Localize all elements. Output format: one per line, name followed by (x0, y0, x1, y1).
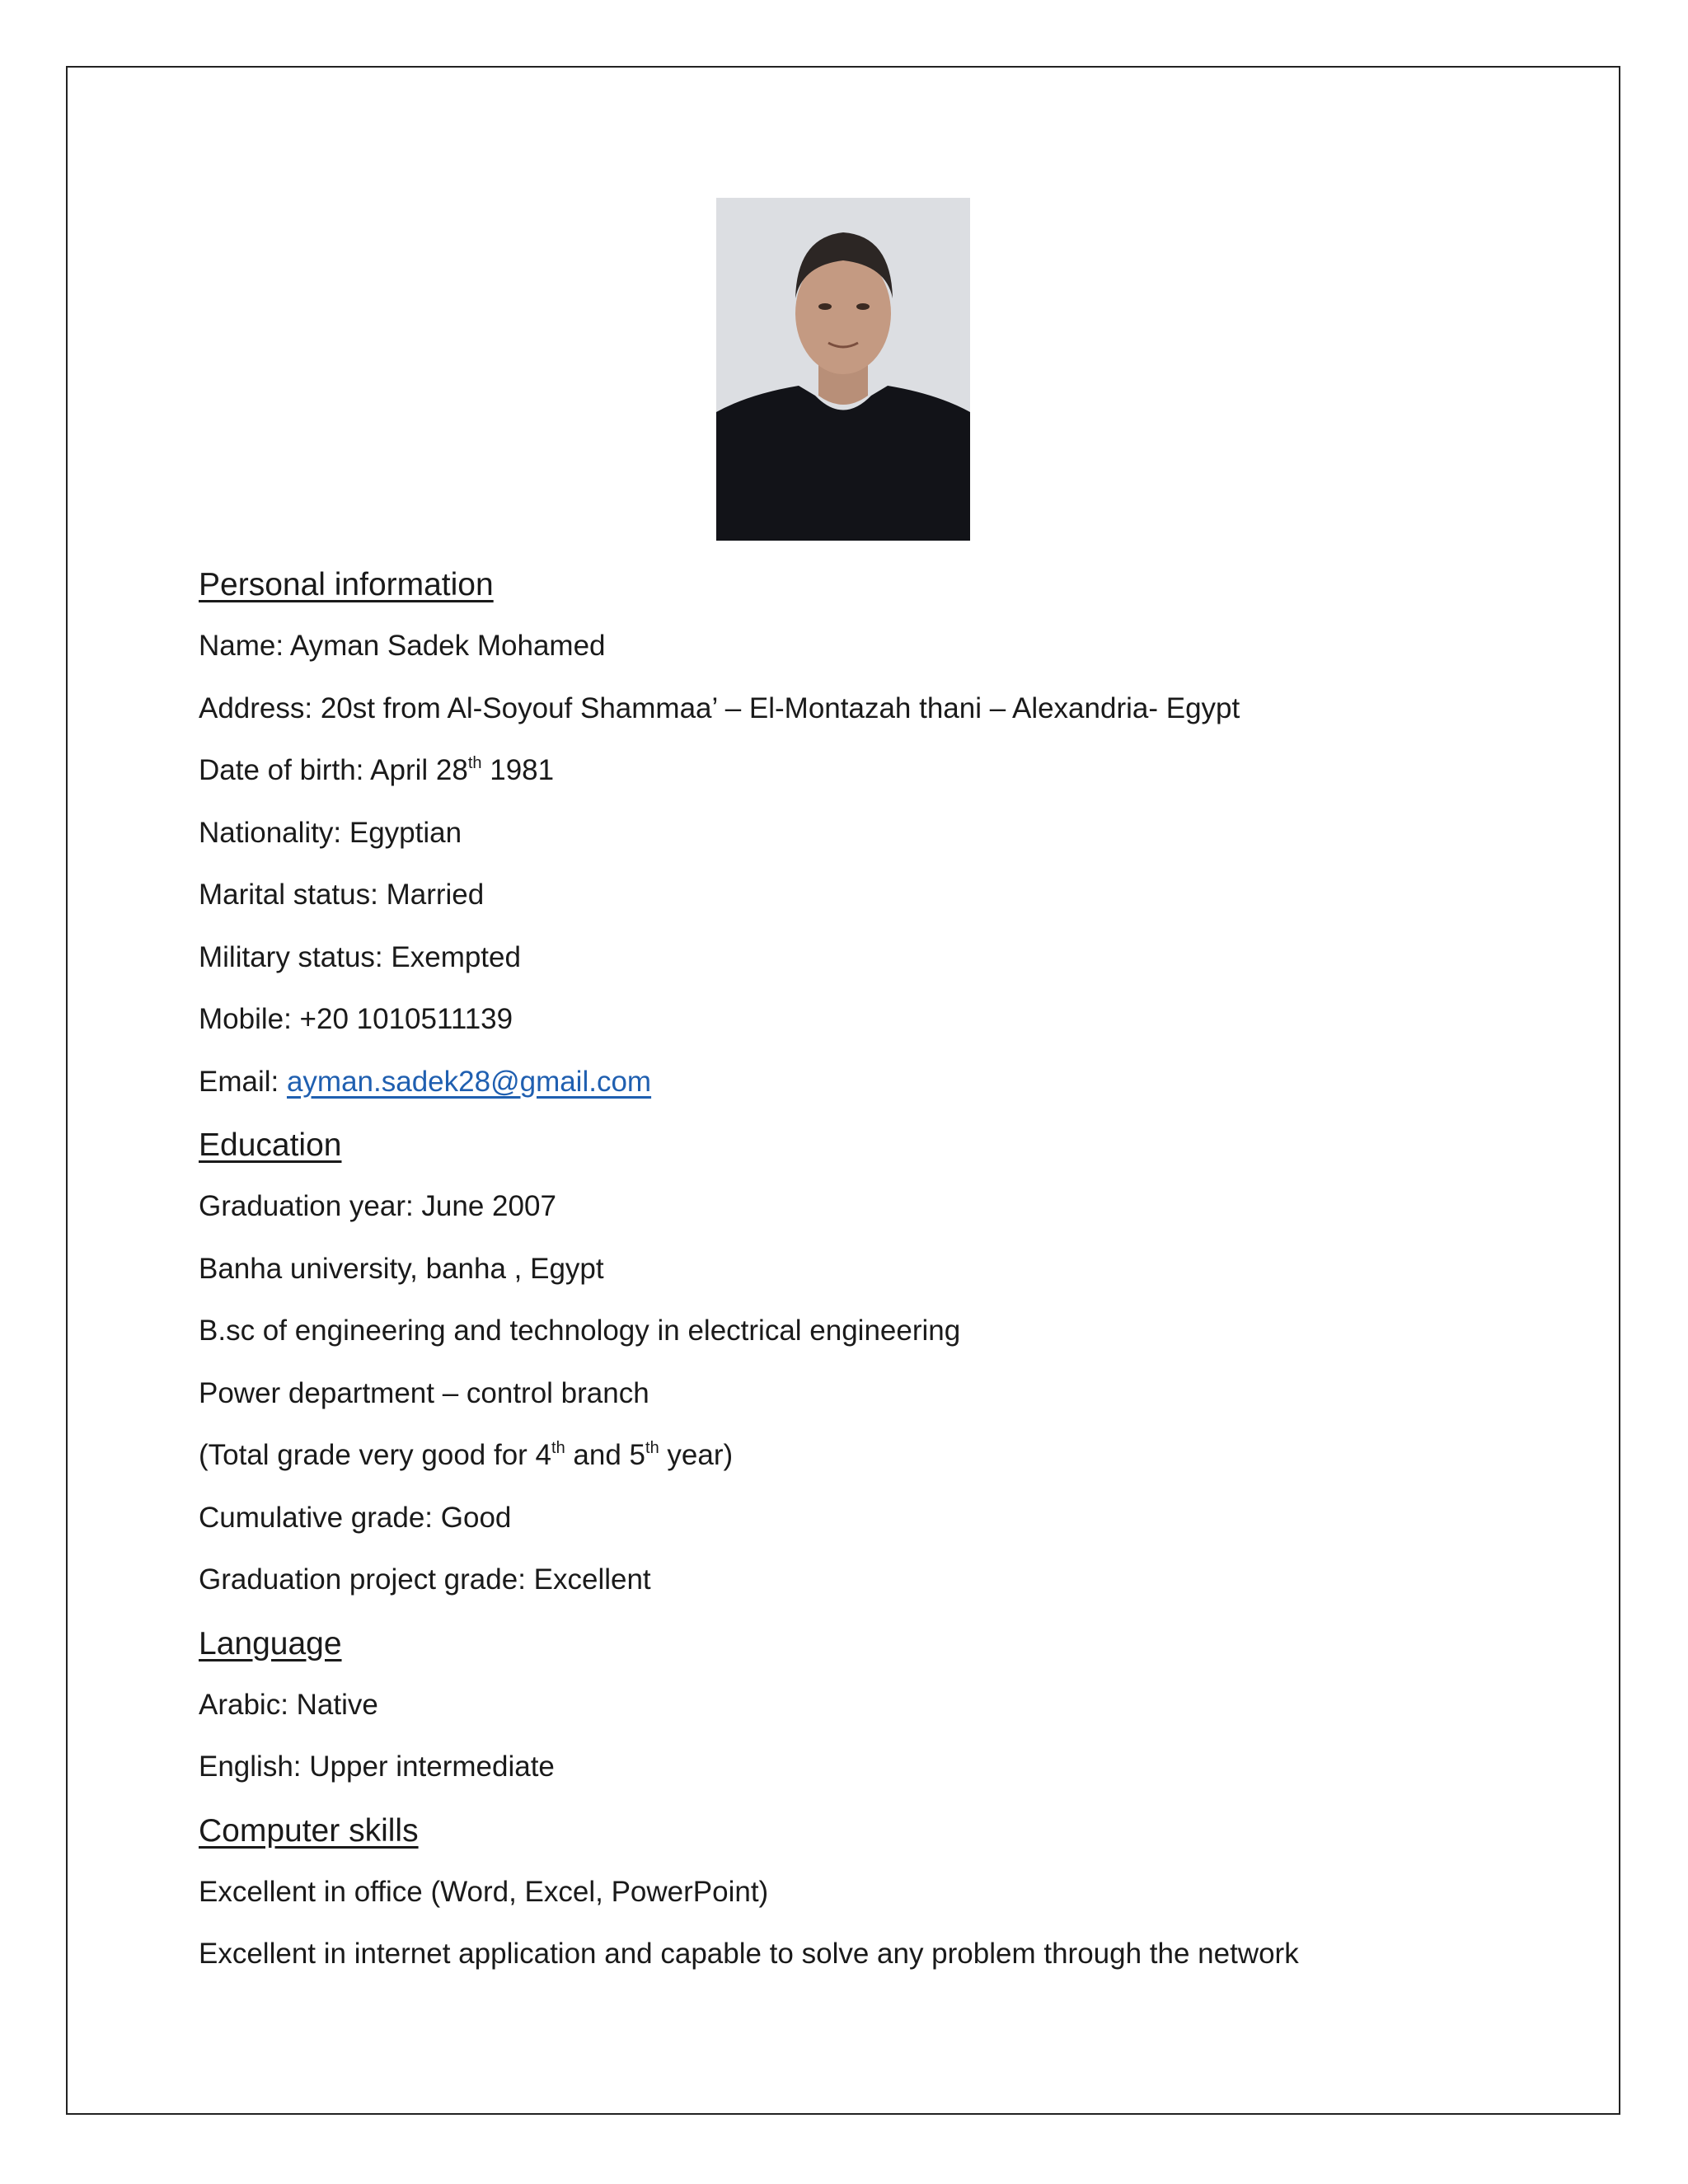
resume-content (199, 565, 1517, 1998)
name-line: Name: Ayman Sadek Mohamed (199, 630, 606, 662)
department-line: Power department – control branch (199, 1376, 649, 1409)
office-skills-line: Excellent in office (Word, Excel, PowerPoint) (199, 1875, 769, 1908)
date-of-birth-line (199, 752, 1517, 814)
email-line (199, 1063, 1517, 1126)
internet-skills-line: Excellent in internet application and capable to solve any problem through the network (199, 1938, 1299, 1970)
dob-superscript: th (467, 754, 482, 772)
email-link[interactable]: ayman.sadek28@gmail.com (286, 1065, 652, 1098)
language-heading: Language (199, 1625, 342, 1661)
grade-text-2: and 5 (565, 1439, 646, 1471)
education-heading: Education (199, 1127, 342, 1163)
grade-text-1: (Total grade very good for 4 (199, 1439, 552, 1471)
total-grade-line (199, 1436, 1517, 1499)
english-line: English: Upper intermediate (199, 1750, 555, 1783)
marital-status-line: Marital status: Married (199, 879, 485, 911)
email-label: Email: (199, 1065, 287, 1098)
computer-skills-heading: Computer skills (199, 1812, 419, 1849)
nationality-line: Nationality: Egyptian (199, 816, 462, 849)
grade-text-3: year) (659, 1439, 734, 1471)
address-line: Address: 20st from Al-Soyouf Shammaa’ – El-Montazah thani – Alexandria- Egypt (199, 691, 1240, 724)
cumulative-grade-line: Cumulative grade: Good (199, 1501, 512, 1534)
arabic-line: Arabic: Native (199, 1688, 378, 1721)
military-status-line: Military status: Exempted (199, 940, 521, 973)
dob-year: 1981 (481, 754, 555, 786)
dob-text: Date of birth: April 28 (199, 754, 468, 786)
personal-information-heading: Personal information (199, 567, 494, 602)
grade-superscript-1: th (551, 1439, 565, 1457)
university-line: Banha university, banha , Egypt (199, 1252, 604, 1285)
graduation-year-line: Graduation year: June 2007 (199, 1190, 556, 1222)
degree-line: B.sc of engineering and technology in electrical engineering (199, 1315, 961, 1347)
mobile-line: Mobile: +20 1010511139 (199, 1003, 513, 1035)
profile-photo (716, 198, 970, 541)
grade-superscript-2: th (645, 1439, 659, 1457)
project-grade-line: Graduation project grade: Excellent (199, 1563, 651, 1596)
